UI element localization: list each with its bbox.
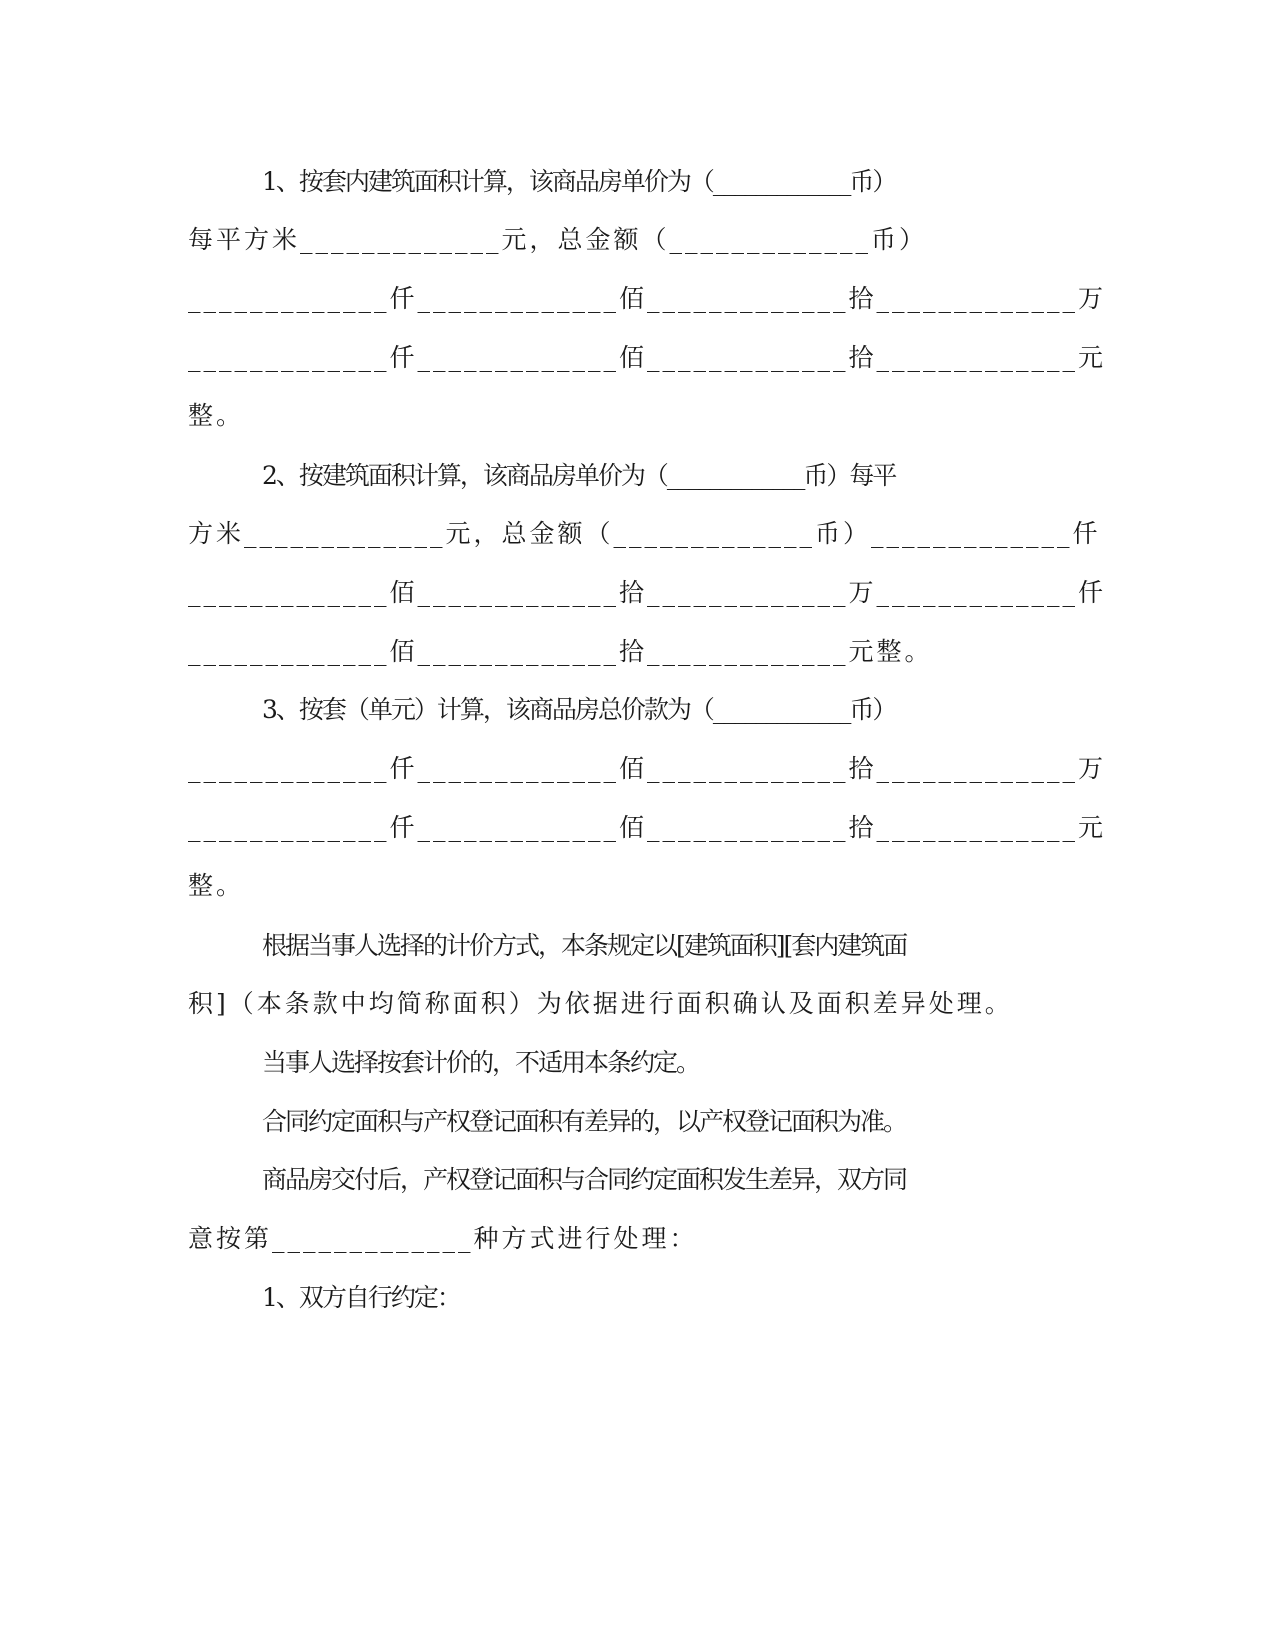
text-line: 1、按套内建筑面积计算，该商品房单价为（_____________币）: [262, 167, 896, 196]
text-line: 3、按套（单元）计算，该商品房总价款为（_____________币）: [262, 695, 896, 724]
text-line: 根据当事人选择的计价方式，本条规定以[建筑面积][套内建筑面: [262, 931, 907, 960]
text-line: 2、按建筑面积计算，该商品房单价为（_____________币）每平: [262, 461, 896, 490]
text-line: 意按第_____________种方式进行处理：: [188, 1224, 698, 1253]
text-line: 商品房交付后，产权登记面积与合同约定面积发生差异，双方同: [262, 1165, 907, 1194]
text-line: _____________仟_____________佰_____________拾_____________万: [188, 284, 1107, 313]
text-line: _____________仟_____________佰_____________拾_____________万: [188, 754, 1107, 783]
text-line: 积]（本条款中均简称面积）为依据进行面积确认及面积差异处理。: [188, 989, 1013, 1018]
text-line: _____________仟_____________佰_____________拾_____________元: [188, 343, 1107, 372]
text-line: 整。: [188, 401, 245, 430]
text-line: _____________佰_____________拾_____________万_____________仟: [188, 578, 1107, 607]
text-line: 方米_____________元，总金额（_____________币）_____________仟: [188, 519, 1101, 548]
text-line: 1、双方自行约定：: [262, 1283, 460, 1312]
text-line: 合同约定面积与产权登记面积有差异的，以产权登记面积为准。: [262, 1107, 907, 1136]
text-line: 当事人选择按套计价的，不适用本条约定。: [262, 1048, 700, 1077]
text-line: _____________仟_____________佰_____________拾_____________元: [188, 813, 1107, 842]
text-line: 整。: [188, 871, 245, 900]
text-line: 每平方米_____________元，总金额（_____________币）: [188, 225, 928, 254]
text-line: _____________佰_____________拾_____________元整。: [188, 637, 933, 666]
